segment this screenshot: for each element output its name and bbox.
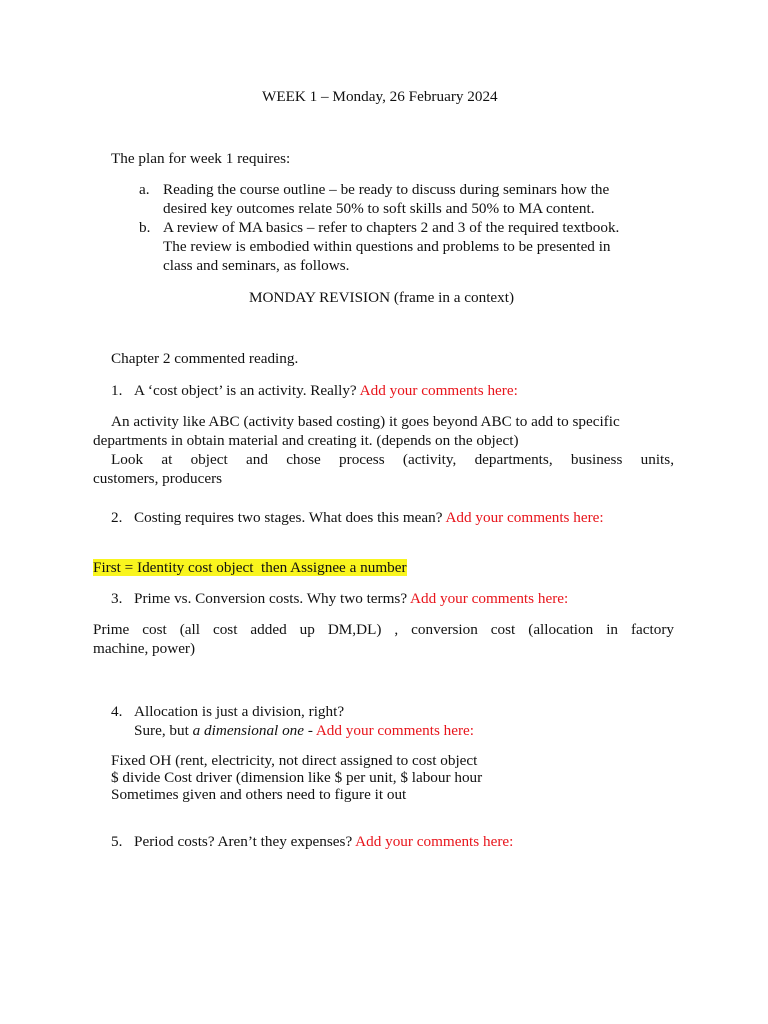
question-text bbox=[134, 589, 568, 608]
question-text bbox=[134, 832, 513, 851]
add-comments-prompt: Add your comments here: bbox=[359, 382, 518, 399]
plan-item-text-line: The review is embodied within questions and problems to be presented in bbox=[163, 238, 611, 255]
section-heading: MONDAY REVISION (frame in a context) bbox=[249, 289, 515, 306]
answer-line: $ divide Cost driver (dimension like $ per unit, $ labour hour bbox=[111, 769, 483, 786]
answer-line: Prime cost (all cost added up DM,DL) , conversion cost (allocation in factory bbox=[93, 621, 674, 638]
question-subtext bbox=[134, 721, 474, 740]
plan-item-text-line: class and seminars, as follows. bbox=[163, 257, 350, 274]
question-number: 1. bbox=[111, 382, 123, 399]
question-number: 5. bbox=[111, 833, 123, 850]
plan-intro: The plan for week 1 requires: bbox=[111, 150, 291, 167]
question-prompt: Allocation is just a division, right? bbox=[134, 703, 345, 720]
plan-item-text-line: desired key outcomes relate 50% to soft skills and 50% to MA content. bbox=[163, 200, 595, 217]
answer-line: customers, producers bbox=[93, 470, 223, 487]
question-number: 3. bbox=[111, 590, 123, 607]
question-prompt: Costing requires two stages. What does this mean? bbox=[134, 509, 443, 526]
answer-2 bbox=[93, 558, 407, 577]
question-text bbox=[134, 381, 518, 400]
plan-item-text-line: A review of MA basics – refer to chapters 2 and 3 of the required textbook. bbox=[163, 219, 620, 236]
highlighted-answer: First = Identity cost object then Assignee a number bbox=[93, 559, 407, 576]
answer-line: An activity like ABC (activity based costing) it goes beyond ABC to add to specific bbox=[111, 413, 620, 430]
subtext-italic: a dimensional one bbox=[192, 722, 305, 739]
subtext-prefix: Sure, but bbox=[134, 722, 193, 739]
answer-line: departments in obtain material and creating it. (depends on the object) bbox=[93, 432, 519, 449]
question-prompt: Prime vs. Conversion costs. Why two terms? bbox=[134, 590, 408, 607]
plan-item-marker: b. bbox=[139, 219, 151, 236]
page-title: WEEK 1 – Monday, 26 February 2024 bbox=[262, 88, 498, 105]
question-number: 4. bbox=[111, 703, 123, 720]
subtext-dash: - bbox=[304, 722, 316, 739]
add-comments-prompt: Add your comments here: bbox=[315, 722, 475, 739]
plan-item-marker: a. bbox=[139, 181, 150, 198]
question-text bbox=[134, 508, 604, 527]
answer-line: Look at object and chose process (activity, departments, business units, bbox=[111, 451, 674, 468]
answer-line: Fixed OH (rent, electricity, not direct assigned to cost object bbox=[111, 752, 478, 769]
chapter-heading: Chapter 2 commented reading. bbox=[111, 350, 299, 367]
add-comments-prompt: Add your comments here: bbox=[445, 509, 604, 526]
answer-line: machine, power) bbox=[93, 640, 196, 657]
answer-line: Sometimes given and others need to figure it out bbox=[111, 786, 407, 803]
add-comments-prompt: Add your comments here: bbox=[355, 833, 514, 850]
question-number: 2. bbox=[111, 509, 123, 526]
question-prompt: A ‘cost object’ is an activity. Really? bbox=[134, 382, 357, 399]
plan-item-text-line: Reading the course outline – be ready to discuss during seminars how the bbox=[163, 181, 610, 198]
add-comments-prompt: Add your comments here: bbox=[410, 590, 569, 607]
question-prompt: Period costs? Aren’t they expenses? bbox=[134, 833, 353, 850]
